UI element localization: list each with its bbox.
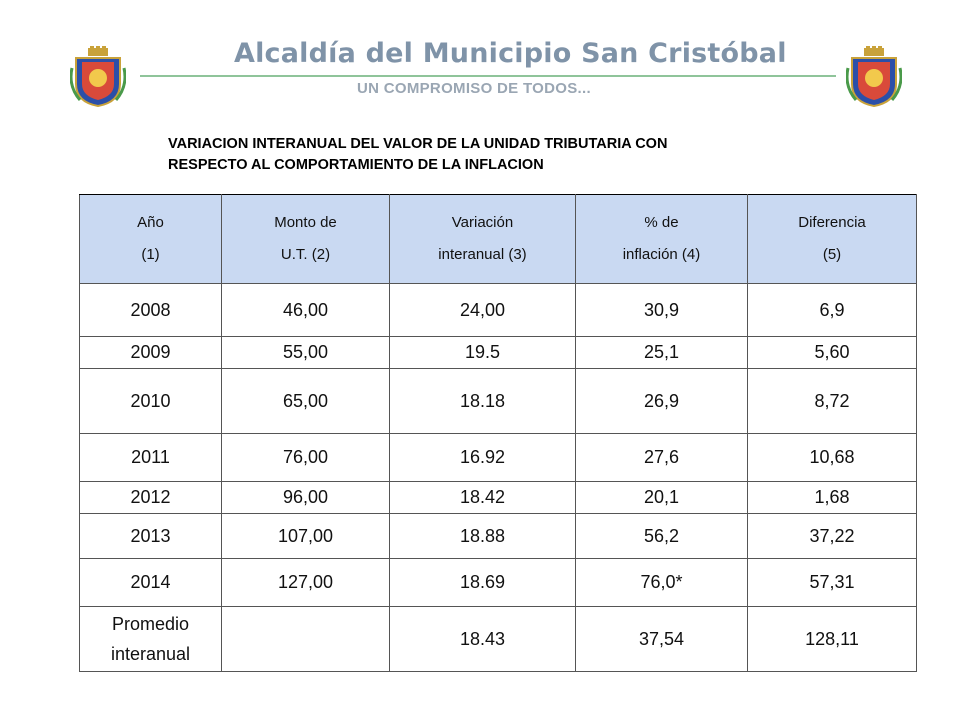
cell-amount: 76,00: [222, 434, 390, 482]
cell-average-amount: [222, 607, 390, 672]
table-row: [80, 514, 917, 559]
cell-inflation: 26,9: [576, 369, 748, 434]
column-header-variation: Variación interanual (3): [390, 195, 576, 284]
cell-difference: 6,9: [748, 284, 917, 337]
cell-inflation: 27,6: [576, 434, 748, 482]
header-title: Alcaldía del Municipio San Cristóbal: [234, 38, 787, 69]
cell-variation: 18.88: [390, 514, 576, 559]
table-row: [80, 434, 917, 482]
tax-unit-table: [79, 194, 917, 672]
cell-year: 2013: [80, 514, 222, 559]
column-header-inflation: % de inflación (4): [576, 195, 748, 284]
cell-difference: 1,68: [748, 482, 917, 514]
cell-difference: 57,31: [748, 559, 917, 607]
table-header-row: [80, 195, 917, 284]
cell-difference: 8,72: [748, 369, 917, 434]
cell-variation: 19.5: [390, 337, 576, 369]
cell-year: 2012: [80, 482, 222, 514]
table-row: [80, 337, 917, 369]
cell-difference: 37,22: [748, 514, 917, 559]
cell-year: 2010: [80, 369, 222, 434]
cell-inflation: 76,0*: [576, 559, 748, 607]
cell-difference: 5,60: [748, 337, 917, 369]
cell-year: 2014: [80, 559, 222, 607]
municipal-crest-right-icon: [846, 46, 902, 108]
cell-inflation: 20,1: [576, 482, 748, 514]
table-row: [80, 284, 917, 337]
cell-variation: 18.18: [390, 369, 576, 434]
document-title-line1: VARIACION INTERANUAL DEL VALOR DE LA UNIDAD TRIBUTARIA CON: [168, 136, 668, 152]
cell-average-inflation: 37,54: [576, 607, 748, 672]
cell-average-difference: 128,11: [748, 607, 917, 672]
cell-amount: 107,00: [222, 514, 390, 559]
cell-average-label: Promedio interanual: [80, 607, 222, 672]
cell-amount: 96,00: [222, 482, 390, 514]
table-row-average: [80, 607, 917, 672]
cell-inflation: 56,2: [576, 514, 748, 559]
table-row: [80, 369, 917, 434]
cell-variation: 24,00: [390, 284, 576, 337]
document-title-line2: RESPECTO AL COMPORTAMIENTO DE LA INFLACION: [168, 157, 544, 173]
column-header-amount: Monto de U.T. (2): [222, 195, 390, 284]
cell-inflation: 30,9: [576, 284, 748, 337]
cell-amount: 55,00: [222, 337, 390, 369]
cell-amount: 65,00: [222, 369, 390, 434]
header-subtitle: UN COMPROMISO DE TODOS...: [357, 80, 591, 97]
cell-variation: 18.42: [390, 482, 576, 514]
cell-year: 2011: [80, 434, 222, 482]
municipal-crest-left-icon: [70, 46, 126, 108]
cell-amount: 46,00: [222, 284, 390, 337]
table-row: [80, 559, 917, 607]
column-header-difference: Diferencia (5): [748, 195, 917, 284]
cell-amount: 127,00: [222, 559, 390, 607]
column-header-year: Año (1): [80, 195, 222, 284]
table-row: [80, 482, 917, 514]
cell-variation: 16.92: [390, 434, 576, 482]
cell-inflation: 25,1: [576, 337, 748, 369]
cell-average-variation: 18.43: [390, 607, 576, 672]
cell-year: 2008: [80, 284, 222, 337]
cell-year: 2009: [80, 337, 222, 369]
cell-variation: 18.69: [390, 559, 576, 607]
cell-difference: 10,68: [748, 434, 917, 482]
header-divider: [140, 75, 836, 77]
document-title: [168, 134, 667, 176]
